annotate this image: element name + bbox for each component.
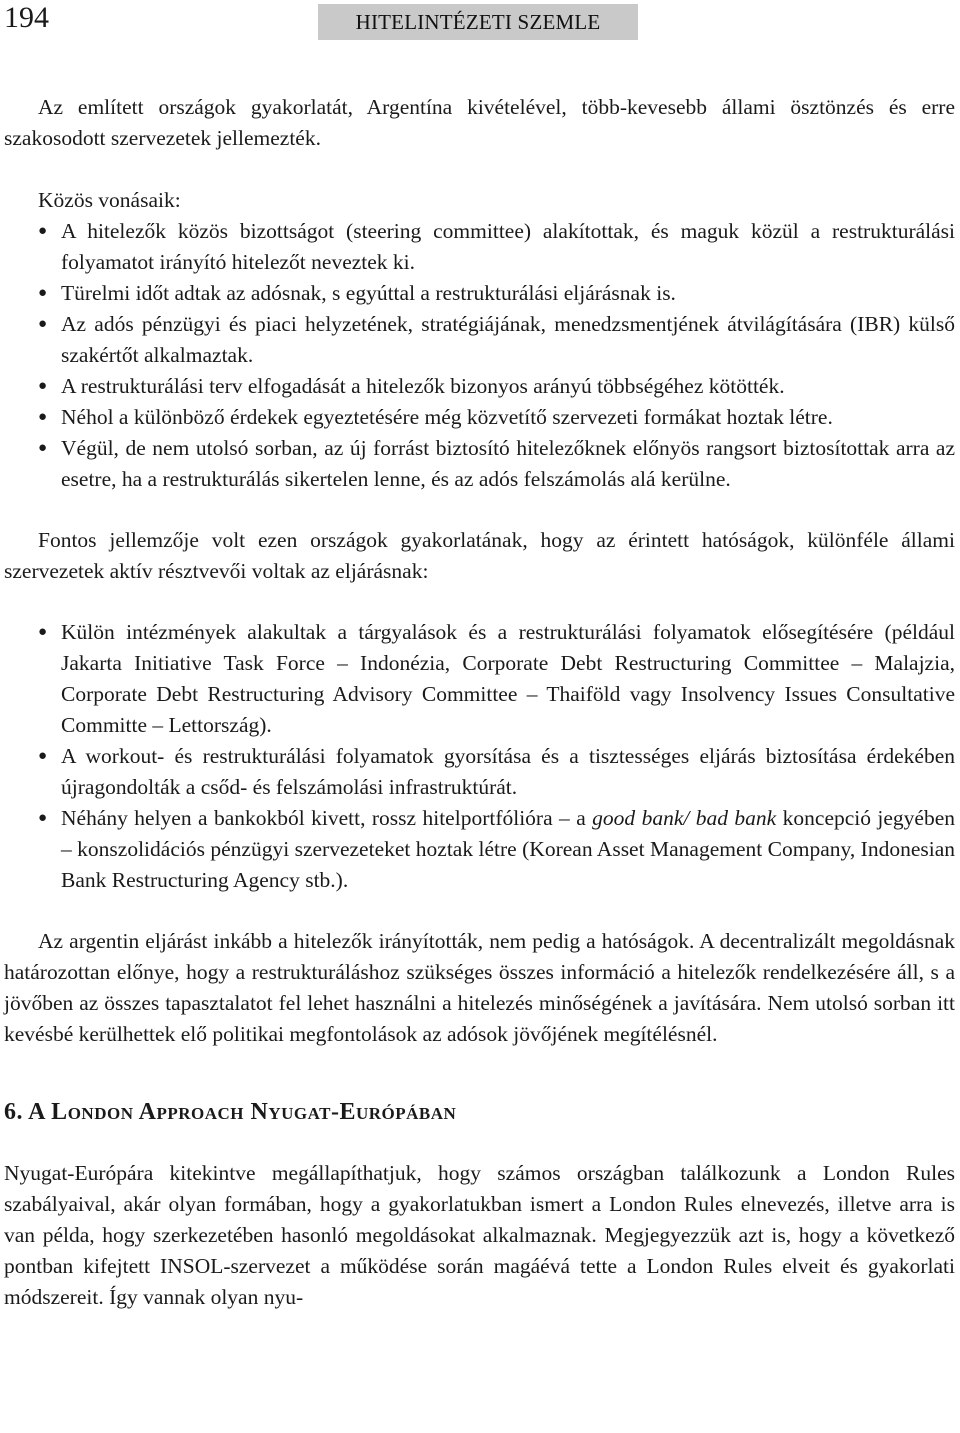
running-title: HITELINTÉZETI SZEMLE: [318, 4, 638, 40]
list-item-text: Végül, de nem utolsó sorban, az új forrást biztosító hitelezőknek előnyös rangsort biztosítottak arra az esetre, ha a restrukturálás sikertelen lenne, és az adós felszámolás alá kerülne.: [61, 436, 955, 491]
bullet-icon: ●: [38, 440, 48, 456]
paragraph-intro: Az említett országok gyakorlatát, Argentína kivételével, több-kevesebb állami ösztönzés és erre szakosodott szervezetek jellemezték.: [4, 95, 955, 150]
bullet-icon: ●: [38, 378, 48, 394]
page-body: [4, 92, 955, 1313]
list-item-text-italic: good bank/ bad bank: [592, 806, 777, 830]
list-item: [4, 433, 955, 495]
bullet-icon: ●: [38, 624, 48, 640]
bullet-icon: ●: [38, 223, 48, 239]
bullet-icon: ●: [38, 810, 48, 826]
list-item: [4, 309, 955, 371]
paragraph-argentina: Az argentin eljárást inkább a hitelezők irányították, nem pedig a hatóságok. A decentralizált megoldásnak határozottan előnye, hogy a restrukturáláshoz szükséges összes információ a hitelezők rendelkezésére áll, s a jövőben az összes tapasztalatot fel lehet használni a hitelezés minőségének a javítására. Nem utolsó sorban itt kevésbé kerülhettek elő politikai megfontolások az adósok jövőjének megítélésnél.: [4, 929, 955, 1046]
paragraph-state-role: Fontos jellemzője volt ezen országok gyakorlatának, hogy az érintett hatóságok, különféle állami szervezetek aktív résztvevői voltak az eljárásnak:: [4, 528, 955, 583]
bullet-icon: ●: [38, 316, 48, 332]
list-item-text: Külön intézmények alakultak a tárgyalások és a restrukturálási folyamatok elősegítésére (például Jakarta Initiative Task Force – Indonézia, Corporate Debt Restructuring Committee – Malajzia, Corporate Debt Restructuring Advisory Committee – Thaiföld vagy Insolvency Issues Consultative Committe – Lettország).: [61, 620, 955, 737]
list-item-text: Türelmi időt adtak az adósnak, s egyúttal a restrukturálási eljárásnak is.: [61, 281, 676, 305]
list-item: [4, 278, 955, 309]
list-item-text: Az adós pénzügyi és piaci helyzetének, stratégiájának, menedzsmentjének átvilágítására (IBR) külső szakértőt alkalmaztak.: [61, 312, 955, 367]
list-item-text: A hitelezők közös bizottságot (steering committee) alakítottak, és maguk közül a restrukturálási folyamatot irányító hitelezőt neveztek ki.: [61, 219, 955, 274]
common-features-heading: Közös vonásaik:: [38, 188, 181, 212]
list-item: [4, 617, 955, 741]
bullet-icon: ●: [38, 409, 48, 425]
list-item: [4, 216, 955, 278]
list-item-text-start: Néhány helyen a bankokból kivett, rossz hitelportfólióra – a: [61, 806, 593, 830]
bullet-icon: ●: [38, 285, 48, 301]
page-number: 194: [4, 1, 49, 34]
list-item-text: Néhol a különböző érdekek egyeztetésére még közvetítő szervezeti formákat hoztak létre.: [61, 405, 833, 429]
list-item-text: A restrukturálási terv elfogadását a hitelezők bizonyos arányú többségéhez kötötték.: [61, 374, 785, 398]
list-item-text-end: koncepció jegyében – konszolidációs pénzügyi szervezeteket hoztak létre (Korean Asset Management Company, Indonesian Bank Restructuring Agency stb.).: [61, 806, 956, 892]
common-features-list: [4, 216, 955, 495]
list-item-text: A workout- és restrukturálási folyamatok gyorsítása és a tisztességes eljárás biztosítása érdekében újragondolták a csőd- és felszámolási infrastruktúrát.: [61, 744, 955, 799]
section-heading: 6. A London Approach Nyugat-Európában: [4, 1099, 457, 1125]
list-item: [4, 741, 955, 803]
list-item: [4, 402, 955, 433]
list-item: [4, 371, 955, 402]
bullet-icon: ●: [38, 748, 48, 764]
list-item: [4, 803, 955, 896]
state-institutions-list: [4, 617, 955, 896]
paragraph-western-europe: Nyugat-Európára kitekintve megállapíthatjuk, hogy számos országban találkozunk a London Rules szabályaival, akár olyan formában, hogy a gyakorlatukban ismert a London Rules elnevezés, illetve arra is van példa, hogy szerkezetében hasonló megoldásokat alkalmaznak. Megjegyezzük azt is, hogy a következő pontban kifejtett INSOL-szervezet a működése során magáévá tette a London Rules elveit és gyakorlati módszereit. Így vannak olyan nyu-: [4, 1161, 955, 1309]
